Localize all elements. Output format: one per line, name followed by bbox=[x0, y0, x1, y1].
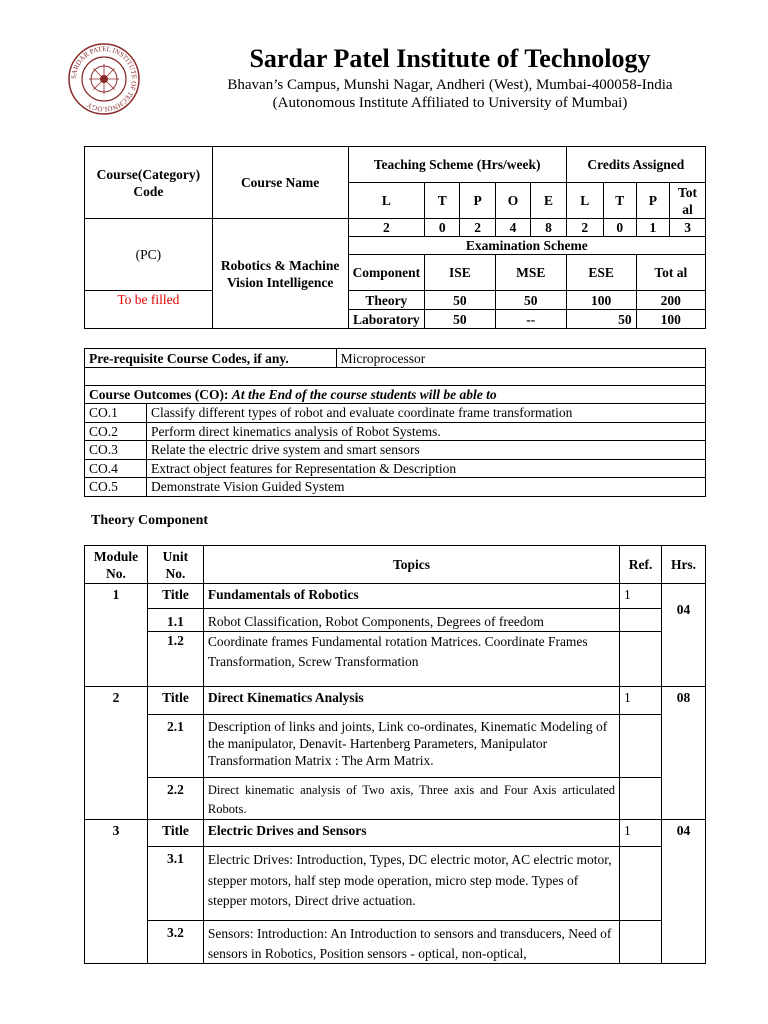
unit-title-label: Title bbox=[147, 584, 203, 609]
unit-no: 3.1 bbox=[147, 847, 203, 921]
col-topics: Topics bbox=[203, 546, 619, 584]
module-title: Fundamentals of Robotics bbox=[203, 584, 619, 609]
unit-topic: Sensors: Introduction: An Introduction to sensors and transducers, Need of sensors in Robotics, Position sensors - optical, non-optical, bbox=[203, 921, 619, 964]
unit-topic: Robot Classification, Robot Components, Degrees of freedom bbox=[203, 609, 619, 632]
unit-ref bbox=[620, 609, 662, 632]
module-hrs: 04 bbox=[662, 584, 706, 687]
module-hrs: 08 bbox=[662, 687, 706, 820]
co-code: CO.2 bbox=[85, 422, 147, 441]
lab-total: 100 bbox=[636, 310, 705, 329]
module-ref: 1 bbox=[620, 687, 662, 715]
co-text: Perform direct kinematics analysis of Robot Systems. bbox=[146, 422, 705, 441]
module-no: 1 bbox=[85, 584, 148, 687]
exam-col-component: Component bbox=[348, 255, 425, 291]
credit-val-t: 0 bbox=[603, 219, 636, 237]
exam-col-ise: ISE bbox=[425, 255, 496, 291]
module-title: Electric Drives and Sensors bbox=[203, 820, 619, 847]
credit-col-t: T bbox=[603, 183, 636, 219]
co-code: CO.4 bbox=[85, 459, 147, 478]
theory-ise: 50 bbox=[425, 291, 496, 310]
teach-val-t: 0 bbox=[425, 219, 460, 237]
co-code: CO.3 bbox=[85, 441, 147, 460]
course-name-header: Course Name bbox=[212, 147, 348, 219]
unit-ref bbox=[620, 632, 662, 687]
co-text: Classify different types of robot and evaluate coordinate frame transformation bbox=[146, 404, 705, 423]
credit-col-p: P bbox=[636, 183, 670, 219]
unit-topic: Coordinate frames Fundamental rotation Matrices. Coordinate Frames Transformation, Screw Transformation bbox=[203, 632, 619, 687]
course-code-value: To be filled bbox=[85, 291, 213, 329]
unit-ref bbox=[620, 778, 662, 820]
teach-col-o: O bbox=[495, 183, 531, 219]
unit-topic: Direct kinematic analysis of Two axis, Three axis and Four Axis articulated Robots. bbox=[203, 778, 619, 820]
theory-total: 200 bbox=[636, 291, 705, 310]
module-ref: 1 bbox=[620, 820, 662, 847]
co-text: Extract object features for Representation & Description bbox=[146, 459, 705, 478]
lab-mse: -- bbox=[495, 310, 566, 329]
unit-ref bbox=[620, 847, 662, 921]
exam-col-mse: MSE bbox=[495, 255, 566, 291]
unit-no: 1.2 bbox=[147, 632, 203, 687]
course-code-header: Course(Category) Code bbox=[85, 147, 213, 219]
unit-title-label: Title bbox=[147, 820, 203, 847]
teach-val-p: 2 bbox=[460, 219, 495, 237]
credits-header: Credits Assigned bbox=[566, 147, 705, 183]
co-heading-desc: At the End of the course students will be able to bbox=[231, 387, 497, 402]
theory-ese: 100 bbox=[566, 291, 636, 310]
unit-no: 3.2 bbox=[147, 921, 203, 964]
course-scheme-table bbox=[84, 146, 706, 329]
module-no: 3 bbox=[85, 820, 148, 964]
teach-val-o: 4 bbox=[495, 219, 531, 237]
unit-topic: Electric Drives: Introduction, Types, DC electric motor, AC electric motor, stepper motors, half step mode operation, micro step mode. Types of stepper motors, Direct drive actuation. bbox=[203, 847, 619, 921]
teaching-scheme-header: Teaching Scheme (Hrs/week) bbox=[348, 147, 566, 183]
teach-col-l: L bbox=[348, 183, 425, 219]
co-code: CO.1 bbox=[85, 404, 147, 423]
col-module: Module No. bbox=[85, 546, 148, 584]
institute-logo bbox=[67, 42, 141, 116]
module-title: Direct Kinematics Analysis bbox=[203, 687, 619, 715]
unit-topic: Description of links and joints, Link co-ordinates, Kinematic Modeling of the manipulator, Denavit- Hartenberg Parameters, Manipulator Transformation Matrix : The Arm Matrix. bbox=[203, 715, 619, 778]
credit-val-p: 1 bbox=[636, 219, 670, 237]
co-text: Demonstrate Vision Guided System bbox=[146, 478, 705, 497]
unit-ref bbox=[620, 921, 662, 964]
institute-name: Sardar Patel Institute of Technology bbox=[249, 44, 651, 73]
credit-val-total: 3 bbox=[670, 219, 706, 237]
exam-col-ese: ESE bbox=[566, 255, 636, 291]
co-code: CO.5 bbox=[85, 478, 147, 497]
co-heading-label: Course Outcomes (CO): bbox=[89, 387, 229, 402]
svg-text:SARDAR PATEL INSTITUTE OF TECH: SARDAR PATEL INSTITUTE OF TECHNOLOGY bbox=[69, 44, 139, 114]
outcomes-table bbox=[84, 348, 706, 497]
col-hrs: Hrs. bbox=[662, 546, 706, 584]
module-table bbox=[84, 545, 706, 964]
credit-col-total: Tot al bbox=[670, 183, 706, 219]
institute-affiliation: (Autonomous Institute Affiliated to University of Mumbai) bbox=[272, 95, 628, 111]
unit-no: 1.1 bbox=[147, 609, 203, 632]
teach-col-t: T bbox=[425, 183, 460, 219]
co-heading bbox=[85, 386, 706, 404]
prereq-value: Microprocessor bbox=[336, 349, 705, 368]
theory-mse: 50 bbox=[495, 291, 566, 310]
lab-label: Laboratory bbox=[348, 310, 425, 329]
module-ref: 1 bbox=[620, 584, 662, 609]
col-unit: Unit No. bbox=[147, 546, 203, 584]
course-title: Robotics & Machine Vision Intelligence bbox=[212, 219, 348, 329]
unit-no: 2.2 bbox=[147, 778, 203, 820]
credit-col-l: L bbox=[566, 183, 603, 219]
module-hrs: 04 bbox=[662, 820, 706, 964]
unit-no: 2.1 bbox=[147, 715, 203, 778]
credit-val-l: 2 bbox=[566, 219, 603, 237]
exam-scheme-header: Examination Scheme bbox=[348, 237, 705, 255]
prereq-label: Pre-requisite Course Codes, if any. bbox=[85, 349, 337, 368]
lab-ese: 50 bbox=[566, 310, 636, 329]
theory-label: Theory bbox=[348, 291, 425, 310]
teach-col-e: E bbox=[531, 183, 566, 219]
teach-val-e: 8 bbox=[531, 219, 566, 237]
lab-ise: 50 bbox=[425, 310, 496, 329]
course-category: (PC) bbox=[85, 219, 213, 291]
module-no: 2 bbox=[85, 687, 148, 820]
theory-component-heading: Theory Component bbox=[91, 513, 209, 528]
co-text: Relate the electric drive system and smart sensors bbox=[146, 441, 705, 460]
teach-col-p: P bbox=[460, 183, 495, 219]
blank-row bbox=[85, 368, 706, 386]
teach-val-l: 2 bbox=[348, 219, 425, 237]
exam-col-total: Tot al bbox=[636, 255, 705, 291]
unit-title-label: Title bbox=[147, 687, 203, 715]
unit-ref bbox=[620, 715, 662, 778]
col-ref: Ref. bbox=[620, 546, 662, 584]
institute-address: Bhavan’s Campus, Munshi Nagar, Andheri (West), Mumbai-400058-India bbox=[227, 77, 673, 93]
